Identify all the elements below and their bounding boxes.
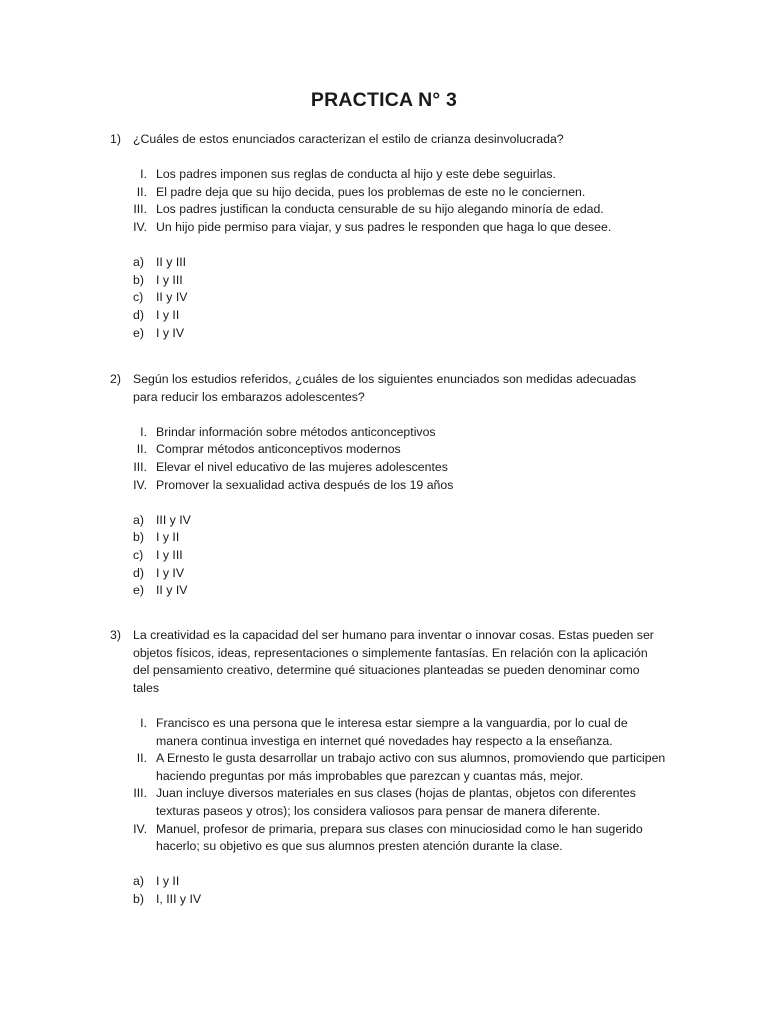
answer-text: I, III y IV [156,891,202,906]
answer-text: I y II [156,874,180,889]
question-stem: La creatividad es la capacidad del ser humano para inventar o innovar cosas. Estas pueden ser objetos físicos, ideas, representaciones o simplemente fantasías. En relación con la aplicación del pensamiento creativo, determine qué situaciones planteadas se pueden denominar como tales [133,628,654,695]
question-stem: Según los estudios referidos, ¿cuáles de los siguientes enunciados son medidas adecuadas para reducir los embarazos adolescentes? [133,372,637,404]
statement-item [0,424,768,442]
answer-letter: e) [133,583,144,598]
answer-list [0,873,768,908]
question-stem-row [0,371,768,406]
statement-text: Comprar métodos anticonceptivos modernos [156,442,401,457]
answer-text: I y II [156,530,180,545]
statement-numeral: IV. [133,477,147,492]
answer-choice [0,512,768,530]
question-number: 3) [110,628,121,642]
answer-text: II y IV [156,290,188,305]
statement-item [0,441,768,459]
answer-choice [0,529,768,547]
page-title: PRACTICA N° 3 [310,89,458,111]
statement-item [0,459,768,477]
statement-item [0,184,768,202]
statement-numeral: IV. [133,821,147,836]
answer-choice [0,289,768,307]
answer-text: I y III [156,547,183,562]
answer-letter: b) [133,891,144,906]
statement-text: A Ernesto le gusta desarrollar un trabajo activo con sus alumnos, promoviendo que participen haciendo preguntas por más improbables que parezcan y cuantas más, mejor. [156,751,666,783]
statement-item [0,219,768,237]
statement-text: Manuel, profesor de primaria, prepara sus clases con minuciosidad como le han sugerido hacerlo; su objetivo es que sus alumnos presten atención durante la clase. [156,821,643,854]
answer-choice [0,325,768,343]
answer-letter: a) [133,512,144,527]
answer-choice [0,873,768,891]
statement-item [0,715,768,750]
answer-letter: d) [133,307,144,322]
question-stem-row [0,131,768,149]
answer-letter: c) [133,290,144,305]
statement-numeral: III. [133,459,147,474]
answer-list [0,254,768,342]
answer-choice [0,272,768,290]
answer-text: I y IV [156,565,185,580]
answer-list [0,512,768,600]
statement-numeral: IV. [133,219,147,234]
answer-choice [0,307,768,325]
question-2 [0,371,768,600]
statement-item [0,785,768,820]
answer-text: I y III [156,272,183,287]
answer-letter: b) [133,530,144,545]
answer-letter: d) [133,565,144,580]
statement-text: Elevar el nivel educativo de las mujeres adolescentes [156,459,448,474]
statement-text: Promover la sexualidad activa después de los 19 años [156,477,454,492]
answer-choice [0,582,768,600]
answer-letter: a) [133,874,144,889]
statement-text: El padre deja que su hijo decida, pues los problemas de este no le conciernen. [156,184,586,199]
statement-item [0,821,768,856]
statement-numeral: I. [140,167,147,182]
answer-text: I y IV [156,325,185,340]
answer-text: II y III [156,255,187,270]
answer-letter: c) [133,547,144,562]
statement-numeral: II. [136,751,147,766]
statement-numeral: I. [140,715,147,730]
statement-list [0,166,768,236]
statement-numeral: II. [136,442,147,457]
answer-choice [0,254,768,272]
statement-text: Los padres justifican la conducta censurable de su hijo alegando minoría de edad. [156,202,604,217]
answer-text: I y II [156,307,180,322]
answer-letter: a) [133,255,144,270]
statement-text: Un hijo pide permiso para viajar, y sus padres le responden que haga lo que desee. [156,219,612,234]
statement-numeral: III. [133,202,147,217]
statement-item [0,166,768,184]
answer-letter: e) [133,325,144,340]
statement-text: Los padres imponen sus reglas de conducta al hijo y este debe seguirlas. [156,167,556,182]
statement-text: Francisco es una persona que le interesa estar siempre a la vanguardia, por lo cual de manera continua investiga en internet qué novedades hay respecto a la enseñanza. [156,715,628,748]
statement-text: Juan incluye diversos materiales en sus clases (hojas de plantas, objetos con diferentes texturas paseos y otros); los considera valiosos para pensar de manera diferente. [156,786,636,818]
answer-text: III y IV [156,512,191,527]
statement-item [0,201,768,219]
statement-numeral: II. [136,184,147,199]
answer-letter: b) [133,272,144,287]
answer-choice [0,565,768,583]
question-number: 2) [110,372,121,386]
statement-list [0,715,768,856]
question-number: 1) [110,132,121,146]
statement-numeral: III. [133,786,147,801]
question-stem-row [0,627,768,697]
answer-choice [0,547,768,565]
question-1 [0,131,768,342]
statement-item [0,477,768,495]
question-stem: ¿Cuáles de estos enunciados caracterizan el estilo de crianza desinvolucrada? [133,132,564,146]
answer-text: II y IV [156,583,188,598]
statement-numeral: I. [140,424,147,439]
statement-list [0,424,768,494]
answer-choice [0,891,768,909]
question-3 [0,627,768,909]
statement-item [0,750,768,785]
statement-text: Brindar información sobre métodos anticonceptivos [156,424,436,439]
